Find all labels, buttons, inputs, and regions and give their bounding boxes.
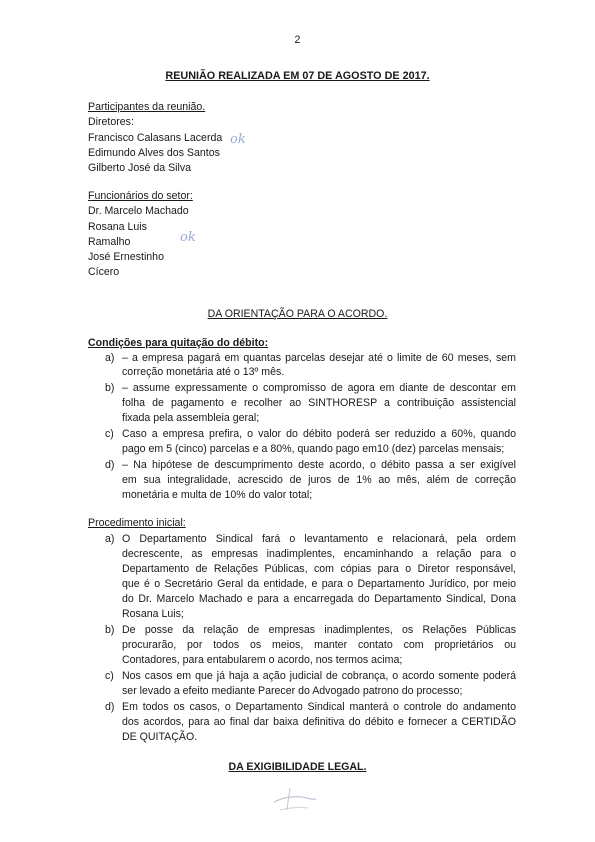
list-letter: d) bbox=[105, 701, 115, 713]
list-letter: b) bbox=[105, 382, 115, 394]
meeting-title: REUNIÃO REALIZADA EM 07 DE AGOSTO DE 2017. bbox=[165, 70, 430, 82]
staff-name: Ramalho bbox=[88, 236, 131, 248]
list-item-line: procurarão, por todos os meios, manter contato com proprietários ou bbox=[122, 639, 516, 651]
list-item-line: De posse da relação de empresas inadimplentes, os Relações Públicas bbox=[122, 624, 516, 636]
list-item-line: folha de pagamento e recolher ao SINTHORESP a contribuição assistencial bbox=[122, 397, 516, 409]
director-name: Edimundo Alves dos Santos bbox=[88, 147, 220, 159]
list-item-line: monetária e multa de 10% do valor total; bbox=[122, 489, 313, 501]
list-item-line: DE QUITAÇÃO. bbox=[122, 731, 198, 743]
list-letter: c) bbox=[105, 428, 114, 440]
list-item-line: em sua integralidade, acrescido de juros de 1% ao mês, além de correção bbox=[122, 474, 516, 486]
handwritten-initials bbox=[268, 782, 324, 816]
list-item-line: Departamento de Relações Públicas, com cópias para o Diretor responsável, bbox=[122, 563, 516, 575]
list-item-line: ser levado a efeito mediante Parecer do Advogado patrono do processo; bbox=[122, 685, 463, 697]
list-item-line: Rosana Luis; bbox=[122, 608, 184, 620]
list-item-line: decrescente, as empresas inadimplentes, encaminhando a relação para o bbox=[122, 548, 516, 560]
staff-name: Rosana Luis bbox=[88, 221, 147, 233]
director-name: Gilberto José da Silva bbox=[88, 162, 192, 174]
staff-name: Cícero bbox=[88, 266, 120, 278]
list-item-line: – a empresa pagará em quantas parcelas desejar até o limite de 60 meses, sem bbox=[122, 352, 516, 364]
list-letter: b) bbox=[105, 624, 115, 636]
list-item-line: que é o Secretário Geral da entidade, e para o Departamento Jurídico, por meio bbox=[122, 578, 516, 590]
directors-handwritten-mark: ok bbox=[230, 132, 246, 147]
page-number: 2 bbox=[294, 34, 301, 46]
list-item-line: pago em 5 (cinco) parcelas e a 80%, quando pago em10 (dez) parcelas mensais; bbox=[122, 443, 505, 455]
list-item-line: O Departamento Sindical fará o levantamento e relacionará, pela ordem bbox=[122, 533, 516, 545]
list-item-line: Em todos os casos, o Departamento Sindical manterá o controle do andamento bbox=[122, 701, 516, 713]
list-letter: d) bbox=[105, 459, 115, 471]
list-item-line: Contadores, para entabularem o acordo, nos termos acima; bbox=[122, 654, 403, 666]
list-item-line: Nos casos em que já haja a ação judicial de cobrança, o acordo somente poderá bbox=[122, 670, 516, 682]
staff-name: José Ernestinho bbox=[88, 251, 164, 263]
staff-name: Dr. Marcelo Machado bbox=[88, 205, 189, 217]
conditions-heading: Condições para quitação do débito: bbox=[88, 337, 269, 349]
list-letter: a) bbox=[105, 352, 115, 364]
list-item-line: – Na hipótese de descumprimento deste acordo, o débito passa a ser exigível bbox=[122, 459, 516, 471]
list-item-line: – assume expressamente o compromisso de agora em diante de descontar em bbox=[122, 382, 516, 394]
directors-label: Diretores: bbox=[88, 116, 134, 128]
section-legal-heading: DA EXIGIBILIDADE LEGAL. bbox=[228, 761, 367, 773]
list-letter: a) bbox=[105, 533, 115, 545]
list-letter: c) bbox=[105, 670, 114, 682]
staff-heading: Funcionários do setor: bbox=[88, 190, 193, 202]
procedure-heading: Procedimento inicial: bbox=[88, 517, 186, 529]
list-item-line: Caso a empresa prefira, o valor do débito poderá ser reduzido a 60%, quando bbox=[122, 428, 516, 440]
participants-heading: Participantes da reunião. bbox=[88, 101, 206, 113]
list-item-line: dos acordos, para ao final dar baixa definitiva do débito e fornecer a CERTIDÃO bbox=[122, 716, 516, 728]
staff-handwritten-mark: ok bbox=[180, 230, 196, 245]
section-orientation-heading: DA ORIENTAÇÃO PARA O ACORDO. bbox=[207, 308, 388, 320]
list-item-line: do Dr. Marcelo Machado e para a encarregada do Departamento Sindical, Dona bbox=[122, 593, 516, 605]
list-item-line: correção monetária até o 13º mês. bbox=[122, 366, 285, 378]
list-item-line: fixada pela assembleia geral; bbox=[122, 412, 260, 424]
director-name: Francisco Calasans Lacerda bbox=[88, 132, 223, 144]
